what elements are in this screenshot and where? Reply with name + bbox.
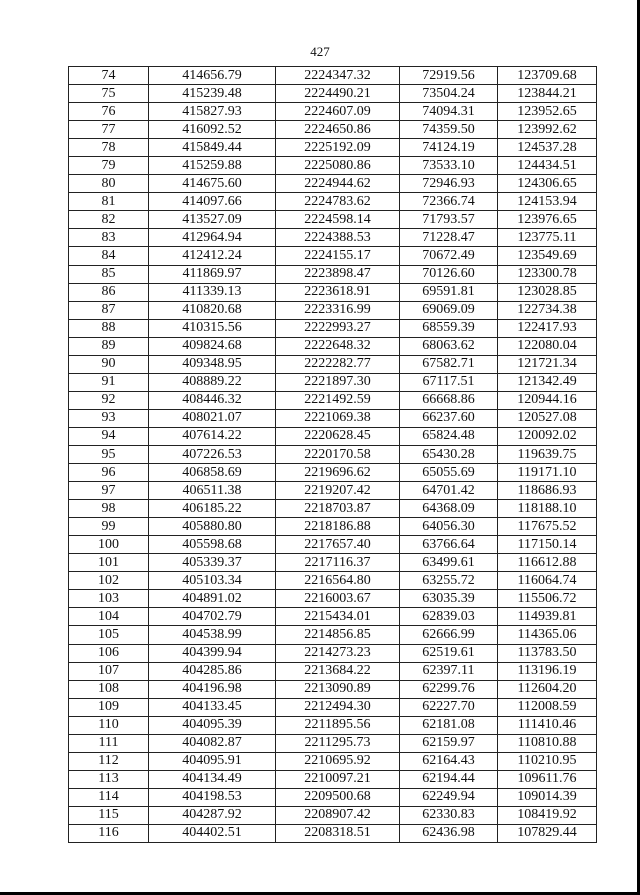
x-coordinate-cell: 414097.66 xyxy=(149,193,276,211)
x-coordinate-cell: 405880.80 xyxy=(149,518,276,536)
point-id-cell: 88 xyxy=(69,319,149,337)
y-coordinate-cell: 2219207.42 xyxy=(276,482,400,500)
y-coordinate-cell: 2221492.59 xyxy=(276,391,400,409)
table-row xyxy=(69,211,597,229)
x-coordinate-cell: 404285.86 xyxy=(149,662,276,680)
y-coordinate-cell: 2223618.91 xyxy=(276,283,400,301)
y-coordinate-cell: 2210097.21 xyxy=(276,770,400,788)
x-coordinate-cell: 415827.93 xyxy=(149,103,276,121)
value-a-cell: 68559.39 xyxy=(400,319,498,337)
value-b-cell: 124537.28 xyxy=(498,139,597,157)
value-a-cell: 73504.24 xyxy=(400,85,498,103)
value-a-cell: 70672.49 xyxy=(400,247,498,265)
y-coordinate-cell: 2224650.86 xyxy=(276,121,400,139)
table-row xyxy=(69,572,597,590)
point-id-cell: 79 xyxy=(69,157,149,175)
table-row xyxy=(69,482,597,500)
point-id-cell: 96 xyxy=(69,464,149,482)
value-b-cell: 123844.21 xyxy=(498,85,597,103)
y-coordinate-cell: 2214856.85 xyxy=(276,626,400,644)
value-a-cell: 62227.70 xyxy=(400,698,498,716)
x-coordinate-cell: 410315.56 xyxy=(149,319,276,337)
value-a-cell: 66668.86 xyxy=(400,391,498,409)
x-coordinate-cell: 415849.44 xyxy=(149,139,276,157)
value-b-cell: 123549.69 xyxy=(498,247,597,265)
table-row xyxy=(69,373,597,391)
table-row xyxy=(69,644,597,662)
table-row xyxy=(69,175,597,193)
y-coordinate-cell: 2208318.51 xyxy=(276,824,400,842)
x-coordinate-cell: 406185.22 xyxy=(149,500,276,518)
coordinate-table-body xyxy=(69,67,597,843)
x-coordinate-cell: 404399.94 xyxy=(149,644,276,662)
value-a-cell: 64056.30 xyxy=(400,518,498,536)
x-coordinate-cell: 404198.53 xyxy=(149,788,276,806)
point-id-cell: 102 xyxy=(69,572,149,590)
value-a-cell: 66237.60 xyxy=(400,409,498,427)
x-coordinate-cell: 404402.51 xyxy=(149,824,276,842)
value-a-cell: 72946.93 xyxy=(400,175,498,193)
table-row xyxy=(69,139,597,157)
table-row xyxy=(69,337,597,355)
y-coordinate-cell: 2216003.67 xyxy=(276,590,400,608)
value-a-cell: 73533.10 xyxy=(400,157,498,175)
y-coordinate-cell: 2224598.14 xyxy=(276,211,400,229)
point-id-cell: 97 xyxy=(69,482,149,500)
point-id-cell: 104 xyxy=(69,608,149,626)
point-id-cell: 101 xyxy=(69,554,149,572)
value-b-cell: 113196.19 xyxy=(498,662,597,680)
point-id-cell: 100 xyxy=(69,536,149,554)
y-coordinate-cell: 2225080.86 xyxy=(276,157,400,175)
value-a-cell: 62249.94 xyxy=(400,788,498,806)
value-a-cell: 62330.83 xyxy=(400,806,498,824)
point-id-cell: 91 xyxy=(69,373,149,391)
value-a-cell: 63255.72 xyxy=(400,572,498,590)
y-coordinate-cell: 2212494.30 xyxy=(276,698,400,716)
y-coordinate-cell: 2221897.30 xyxy=(276,373,400,391)
value-a-cell: 67117.51 xyxy=(400,373,498,391)
value-b-cell: 112604.20 xyxy=(498,680,597,698)
value-b-cell: 124153.94 xyxy=(498,193,597,211)
value-b-cell: 113783.50 xyxy=(498,644,597,662)
y-coordinate-cell: 2225192.09 xyxy=(276,139,400,157)
point-id-cell: 90 xyxy=(69,355,149,373)
value-a-cell: 65430.28 xyxy=(400,445,498,463)
point-id-cell: 85 xyxy=(69,265,149,283)
value-a-cell: 64701.42 xyxy=(400,482,498,500)
y-coordinate-cell: 2209500.68 xyxy=(276,788,400,806)
point-id-cell: 78 xyxy=(69,139,149,157)
x-coordinate-cell: 404082.87 xyxy=(149,734,276,752)
value-b-cell: 114365.06 xyxy=(498,626,597,644)
y-coordinate-cell: 2217657.40 xyxy=(276,536,400,554)
value-a-cell: 68063.62 xyxy=(400,337,498,355)
point-id-cell: 109 xyxy=(69,698,149,716)
point-id-cell: 89 xyxy=(69,337,149,355)
x-coordinate-cell: 412412.24 xyxy=(149,247,276,265)
table-row xyxy=(69,518,597,536)
x-coordinate-cell: 404702.79 xyxy=(149,608,276,626)
table-row xyxy=(69,806,597,824)
value-b-cell: 119171.10 xyxy=(498,464,597,482)
y-coordinate-cell: 2216564.80 xyxy=(276,572,400,590)
table-row xyxy=(69,85,597,103)
x-coordinate-cell: 411339.13 xyxy=(149,283,276,301)
value-a-cell: 62194.44 xyxy=(400,770,498,788)
y-coordinate-cell: 2223316.99 xyxy=(276,301,400,319)
point-id-cell: 113 xyxy=(69,770,149,788)
table-row xyxy=(69,698,597,716)
value-a-cell: 62436.98 xyxy=(400,824,498,842)
x-coordinate-cell: 409348.95 xyxy=(149,355,276,373)
point-id-cell: 92 xyxy=(69,391,149,409)
value-a-cell: 63766.64 xyxy=(400,536,498,554)
y-coordinate-cell: 2211295.73 xyxy=(276,734,400,752)
value-b-cell: 117150.14 xyxy=(498,536,597,554)
y-coordinate-cell: 2224783.62 xyxy=(276,193,400,211)
value-a-cell: 72366.74 xyxy=(400,193,498,211)
point-id-cell: 84 xyxy=(69,247,149,265)
y-coordinate-cell: 2224347.32 xyxy=(276,67,400,85)
value-a-cell: 62839.03 xyxy=(400,608,498,626)
x-coordinate-cell: 405339.37 xyxy=(149,554,276,572)
table-row xyxy=(69,536,597,554)
x-coordinate-cell: 407614.22 xyxy=(149,427,276,445)
value-b-cell: 110810.88 xyxy=(498,734,597,752)
point-id-cell: 83 xyxy=(69,229,149,247)
value-b-cell: 111410.46 xyxy=(498,716,597,734)
table-row xyxy=(69,680,597,698)
value-b-cell: 122417.93 xyxy=(498,319,597,337)
table-row xyxy=(69,716,597,734)
table-row xyxy=(69,301,597,319)
table-row xyxy=(69,283,597,301)
x-coordinate-cell: 408446.32 xyxy=(149,391,276,409)
table-row xyxy=(69,157,597,175)
y-coordinate-cell: 2224388.53 xyxy=(276,229,400,247)
point-id-cell: 81 xyxy=(69,193,149,211)
x-coordinate-cell: 404196.98 xyxy=(149,680,276,698)
value-b-cell: 117675.52 xyxy=(498,518,597,536)
value-b-cell: 123028.85 xyxy=(498,283,597,301)
table-row xyxy=(69,734,597,752)
y-coordinate-cell: 2222282.77 xyxy=(276,355,400,373)
value-b-cell: 123300.78 xyxy=(498,265,597,283)
value-b-cell: 122734.38 xyxy=(498,301,597,319)
value-a-cell: 65824.48 xyxy=(400,427,498,445)
value-b-cell: 124306.65 xyxy=(498,175,597,193)
y-coordinate-cell: 2218703.87 xyxy=(276,500,400,518)
x-coordinate-cell: 416092.52 xyxy=(149,121,276,139)
x-coordinate-cell: 414675.60 xyxy=(149,175,276,193)
value-a-cell: 71793.57 xyxy=(400,211,498,229)
x-coordinate-cell: 405598.68 xyxy=(149,536,276,554)
table-row xyxy=(69,67,597,85)
y-coordinate-cell: 2224607.09 xyxy=(276,103,400,121)
value-a-cell: 62519.61 xyxy=(400,644,498,662)
x-coordinate-cell: 411869.97 xyxy=(149,265,276,283)
value-a-cell: 72919.56 xyxy=(400,67,498,85)
table-row xyxy=(69,788,597,806)
table-row xyxy=(69,229,597,247)
value-b-cell: 123976.65 xyxy=(498,211,597,229)
table-row xyxy=(69,247,597,265)
table-row xyxy=(69,409,597,427)
value-b-cell: 112008.59 xyxy=(498,698,597,716)
value-b-cell: 120527.08 xyxy=(498,409,597,427)
value-b-cell: 124434.51 xyxy=(498,157,597,175)
value-a-cell: 70126.60 xyxy=(400,265,498,283)
point-id-cell: 80 xyxy=(69,175,149,193)
point-id-cell: 98 xyxy=(69,500,149,518)
value-b-cell: 120944.16 xyxy=(498,391,597,409)
value-b-cell: 114939.81 xyxy=(498,608,597,626)
value-a-cell: 62181.08 xyxy=(400,716,498,734)
point-id-cell: 116 xyxy=(69,824,149,842)
table-row xyxy=(69,427,597,445)
value-a-cell: 62164.43 xyxy=(400,752,498,770)
value-a-cell: 67582.71 xyxy=(400,355,498,373)
point-id-cell: 110 xyxy=(69,716,149,734)
y-coordinate-cell: 2224155.17 xyxy=(276,247,400,265)
value-a-cell: 63499.61 xyxy=(400,554,498,572)
table-row xyxy=(69,626,597,644)
x-coordinate-cell: 405103.34 xyxy=(149,572,276,590)
point-id-cell: 77 xyxy=(69,121,149,139)
value-b-cell: 119639.75 xyxy=(498,445,597,463)
value-b-cell: 116064.74 xyxy=(498,572,597,590)
value-b-cell: 107829.44 xyxy=(498,824,597,842)
value-b-cell: 108419.92 xyxy=(498,806,597,824)
table-row xyxy=(69,590,597,608)
table-row xyxy=(69,554,597,572)
y-coordinate-cell: 2222993.27 xyxy=(276,319,400,337)
table-row xyxy=(69,391,597,409)
value-a-cell: 74094.31 xyxy=(400,103,498,121)
y-coordinate-cell: 2208907.42 xyxy=(276,806,400,824)
value-b-cell: 118188.10 xyxy=(498,500,597,518)
value-b-cell: 118686.93 xyxy=(498,482,597,500)
y-coordinate-cell: 2215434.01 xyxy=(276,608,400,626)
x-coordinate-cell: 404538.99 xyxy=(149,626,276,644)
x-coordinate-cell: 404095.39 xyxy=(149,716,276,734)
value-a-cell: 62159.97 xyxy=(400,734,498,752)
point-id-cell: 108 xyxy=(69,680,149,698)
coordinate-table xyxy=(68,66,597,843)
point-id-cell: 115 xyxy=(69,806,149,824)
x-coordinate-cell: 404891.02 xyxy=(149,590,276,608)
table-row xyxy=(69,500,597,518)
value-b-cell: 123952.65 xyxy=(498,103,597,121)
y-coordinate-cell: 2223898.47 xyxy=(276,265,400,283)
y-coordinate-cell: 2222648.32 xyxy=(276,337,400,355)
table-row xyxy=(69,608,597,626)
value-a-cell: 74359.50 xyxy=(400,121,498,139)
x-coordinate-cell: 412964.94 xyxy=(149,229,276,247)
value-b-cell: 120092.02 xyxy=(498,427,597,445)
x-coordinate-cell: 404133.45 xyxy=(149,698,276,716)
x-coordinate-cell: 406858.69 xyxy=(149,464,276,482)
value-a-cell: 74124.19 xyxy=(400,139,498,157)
point-id-cell: 74 xyxy=(69,67,149,85)
point-id-cell: 94 xyxy=(69,427,149,445)
x-coordinate-cell: 409824.68 xyxy=(149,337,276,355)
point-id-cell: 106 xyxy=(69,644,149,662)
value-a-cell: 63035.39 xyxy=(400,590,498,608)
y-coordinate-cell: 2221069.38 xyxy=(276,409,400,427)
point-id-cell: 105 xyxy=(69,626,149,644)
value-a-cell: 71228.47 xyxy=(400,229,498,247)
value-a-cell: 69591.81 xyxy=(400,283,498,301)
value-a-cell: 69069.09 xyxy=(400,301,498,319)
value-a-cell: 62666.99 xyxy=(400,626,498,644)
x-coordinate-cell: 404134.49 xyxy=(149,770,276,788)
value-a-cell: 64368.09 xyxy=(400,500,498,518)
y-coordinate-cell: 2210695.92 xyxy=(276,752,400,770)
x-coordinate-cell: 407226.53 xyxy=(149,445,276,463)
table-row xyxy=(69,193,597,211)
y-coordinate-cell: 2217116.37 xyxy=(276,554,400,572)
point-id-cell: 75 xyxy=(69,85,149,103)
x-coordinate-cell: 404287.92 xyxy=(149,806,276,824)
point-id-cell: 99 xyxy=(69,518,149,536)
point-id-cell: 103 xyxy=(69,590,149,608)
value-a-cell: 62397.11 xyxy=(400,662,498,680)
page-number: 427 xyxy=(310,44,330,59)
table-row xyxy=(69,824,597,842)
point-id-cell: 76 xyxy=(69,103,149,121)
y-coordinate-cell: 2220170.58 xyxy=(276,445,400,463)
x-coordinate-cell: 406511.38 xyxy=(149,482,276,500)
value-b-cell: 121342.49 xyxy=(498,373,597,391)
y-coordinate-cell: 2218186.88 xyxy=(276,518,400,536)
y-coordinate-cell: 2224944.62 xyxy=(276,175,400,193)
point-id-cell: 82 xyxy=(69,211,149,229)
table-row xyxy=(69,464,597,482)
table-row xyxy=(69,445,597,463)
y-coordinate-cell: 2211895.56 xyxy=(276,716,400,734)
point-id-cell: 95 xyxy=(69,445,149,463)
x-coordinate-cell: 410820.68 xyxy=(149,301,276,319)
value-b-cell: 115506.72 xyxy=(498,590,597,608)
point-id-cell: 93 xyxy=(69,409,149,427)
value-b-cell: 116612.88 xyxy=(498,554,597,572)
x-coordinate-cell: 408889.22 xyxy=(149,373,276,391)
point-id-cell: 114 xyxy=(69,788,149,806)
value-b-cell: 123992.62 xyxy=(498,121,597,139)
table-row xyxy=(69,319,597,337)
point-id-cell: 107 xyxy=(69,662,149,680)
table-row xyxy=(69,265,597,283)
value-b-cell: 110210.95 xyxy=(498,752,597,770)
x-coordinate-cell: 414656.79 xyxy=(149,67,276,85)
point-id-cell: 87 xyxy=(69,301,149,319)
x-coordinate-cell: 413527.09 xyxy=(149,211,276,229)
table-row xyxy=(69,662,597,680)
value-b-cell: 122080.04 xyxy=(498,337,597,355)
table-row xyxy=(69,355,597,373)
y-coordinate-cell: 2219696.62 xyxy=(276,464,400,482)
point-id-cell: 111 xyxy=(69,734,149,752)
value-b-cell: 123775.11 xyxy=(498,229,597,247)
point-id-cell: 86 xyxy=(69,283,149,301)
point-id-cell: 112 xyxy=(69,752,149,770)
value-b-cell: 123709.68 xyxy=(498,67,597,85)
x-coordinate-cell: 404095.91 xyxy=(149,752,276,770)
y-coordinate-cell: 2213090.89 xyxy=(276,680,400,698)
table-row xyxy=(69,103,597,121)
value-a-cell: 62299.76 xyxy=(400,680,498,698)
value-a-cell: 65055.69 xyxy=(400,464,498,482)
x-coordinate-cell: 408021.07 xyxy=(149,409,276,427)
y-coordinate-cell: 2213684.22 xyxy=(276,662,400,680)
table-row xyxy=(69,752,597,770)
value-b-cell: 109014.39 xyxy=(498,788,597,806)
y-coordinate-cell: 2214273.23 xyxy=(276,644,400,662)
y-coordinate-cell: 2220628.45 xyxy=(276,427,400,445)
x-coordinate-cell: 415239.48 xyxy=(149,85,276,103)
value-b-cell: 109611.76 xyxy=(498,770,597,788)
x-coordinate-cell: 415259.88 xyxy=(149,157,276,175)
value-b-cell: 121721.34 xyxy=(498,355,597,373)
table-row xyxy=(69,121,597,139)
y-coordinate-cell: 2224490.21 xyxy=(276,85,400,103)
table-row xyxy=(69,770,597,788)
